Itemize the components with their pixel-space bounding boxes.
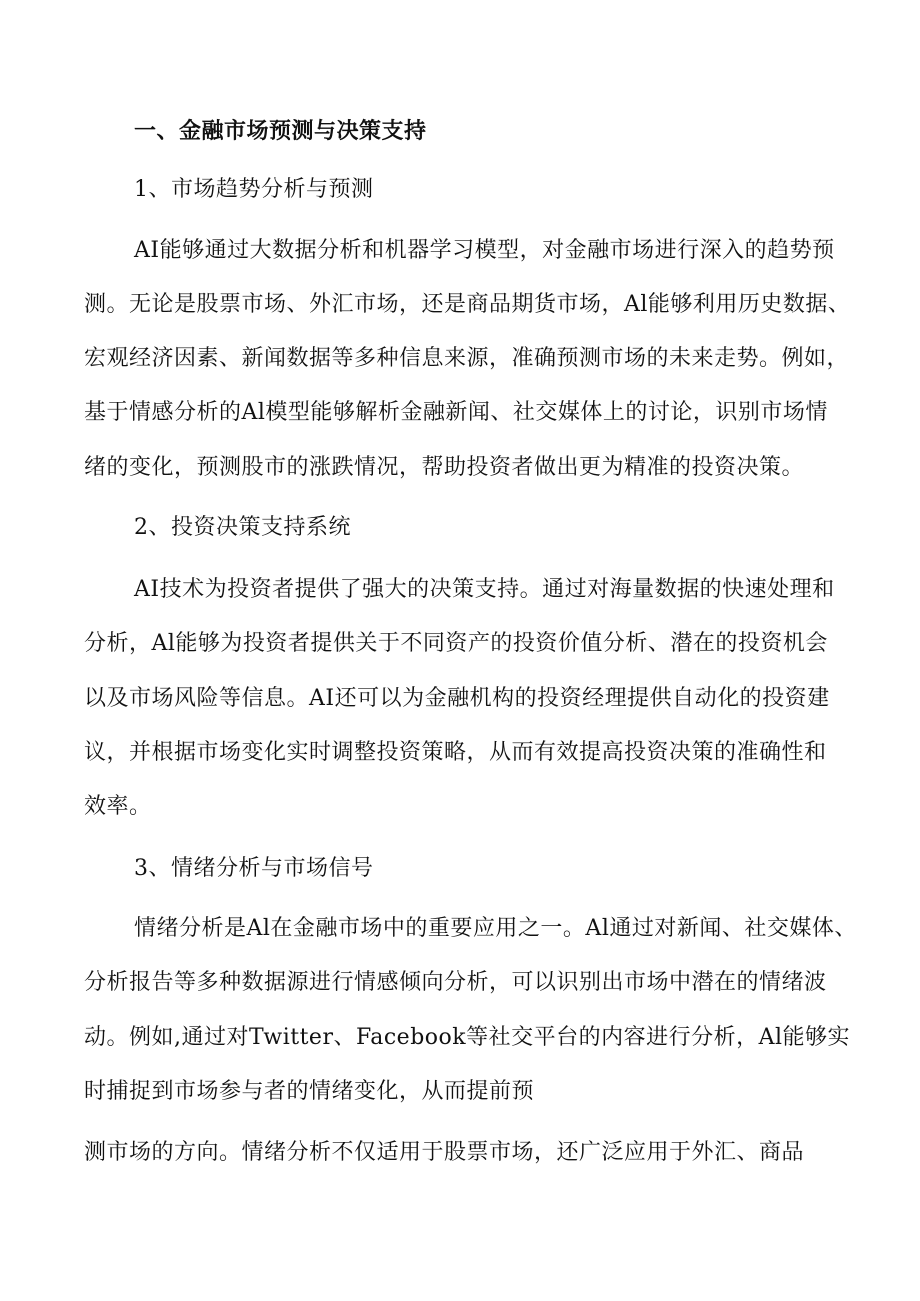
paragraph-2-line-5: 效率。	[84, 794, 152, 819]
paragraph-2-line-2: 分析，Al能够为投资者提供关于不同资产的投资价值分析、潜在的投资机会	[84, 631, 828, 656]
paragraph-3-line-4: 时捕捉到市场参与者的情绪变化，从而提前预	[84, 1079, 535, 1104]
paragraph-1-line-1: AI能够通过大数据分析和机器学习模型，对金融市场进行深入的趋势预	[134, 238, 835, 263]
subsection-title-1: 1、市场趋势分析与预测	[134, 177, 374, 202]
paragraph-2-line-3: 以及市场风险等信息。AI还可以为金融机构的投资经理提供自动化的投资建	[84, 686, 830, 711]
paragraph-1-line-2: 测。无论是股票市场、外汇市场，还是商品期货市场，Al能够利用历史数据、	[84, 292, 851, 317]
paragraph-3-line-2: 分析报告等多种数据源进行情感倾向分析，可以识别出市场中潜在的情绪波	[84, 970, 827, 995]
paragraph-1-line-4: 基于情感分析的Al模型能够解析金融新闻、社交媒体上的讨论，识别市场情	[84, 400, 828, 425]
subsection-title-3: 3、情绪分析与市场信号	[134, 856, 374, 881]
paragraph-1-line-5: 绪的变化，预测股市的涨跌情况，帮助投资者做出更为精准的投资决策。	[84, 455, 805, 480]
paragraph-3-line-3: 动。例如,通过对Twitter、Facebook等社交平台的内容进行分析，Al能够实	[84, 1025, 851, 1050]
paragraph-2-line-1: AI技术为投资者提供了强大的决策支持。通过对海量数据的快速处理和	[134, 577, 835, 602]
paragraph-2-line-4: 议，并根据市场变化实时调整投资策略，从而有效提高投资决策的准确性和	[84, 740, 827, 765]
paragraph-1-line-3: 宏观经济因素、新闻数据等多种信息来源，准确预测市场的未来走势。例如，	[84, 346, 850, 371]
paragraph-3-line-1: 情绪分析是Al在金融市场中的重要应用之一。Al通过对新闻、社交媒体、	[134, 916, 857, 941]
subsection-title-2: 2、投资决策支持系统	[134, 515, 351, 540]
section-title: 一、金融市场预测与决策支持	[134, 118, 427, 144]
paragraph-4-line-1: 测市场的方向。情绪分析不仅适用于股票市场，还广泛应用于外汇、商品	[84, 1140, 805, 1165]
